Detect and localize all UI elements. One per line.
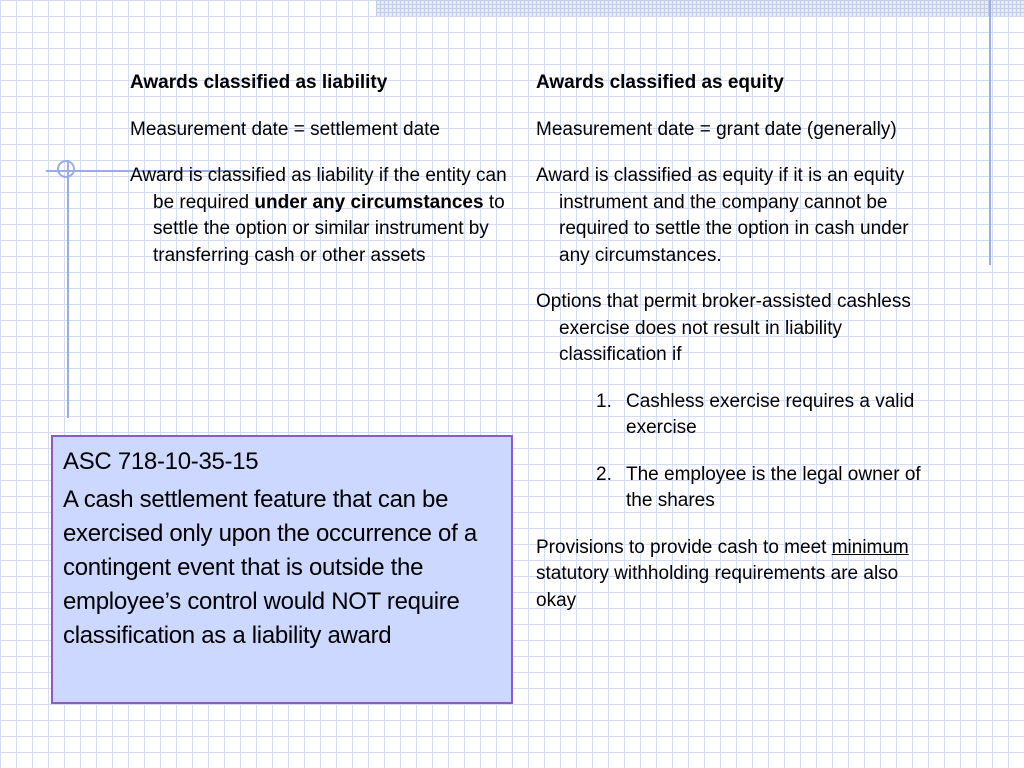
withholding-provisions-text <box>536 535 936 615</box>
liability-text-part-a: Award is classified as liability if the entity can be required <box>130 165 507 213</box>
liability-column <box>130 70 522 289</box>
cashless-exercise-text: Options that permit broker-assisted cashless exercise does not result in liability classification if <box>536 291 911 365</box>
liability-measurement-date: Measurement date = settlement date <box>130 118 440 140</box>
asc-callout-box <box>51 435 513 704</box>
liability-classification-text <box>130 163 522 269</box>
decorative-vertical-rule-left <box>67 160 69 418</box>
liability-text-part-b: to settle the option or similar instrument by transferring cash or other assets <box>153 191 505 266</box>
conditions-list <box>536 389 936 515</box>
decorative-circle-icon <box>57 160 75 178</box>
withholding-text-underlined: minimum <box>831 536 909 558</box>
decorative-top-band <box>376 0 1024 16</box>
withholding-text-part-b: statutory withholding requirements are also okay <box>536 563 899 611</box>
equity-measurement-date: Measurement date = grant date (generally) <box>536 118 897 140</box>
equity-heading: Awards classified as equity <box>536 72 784 93</box>
list-text: The employee is the legal owner of the shares <box>626 463 921 511</box>
liability-heading: Awards classified as liability <box>130 72 388 93</box>
list-number: 2. <box>596 463 612 485</box>
liability-text-emphasis: under any circumstances <box>254 191 484 213</box>
decorative-vertical-rule-right <box>989 0 991 265</box>
list-number: 1. <box>596 390 612 412</box>
asc-callout-title: ASC 718-10-35-15 <box>63 448 259 475</box>
withholding-text-part-a: Provisions to provide cash to meet <box>536 536 832 558</box>
equity-column <box>536 70 936 634</box>
list-text: Cashless exercise requires a valid exercise <box>626 390 915 438</box>
list-item <box>536 462 936 515</box>
asc-callout-body: A cash settlement feature that can be exercised only upon the occurrence of a contingent event that is outside the employee’s control would NOT require classification as a liability award <box>63 486 477 649</box>
equity-classification-text: Award is classified as equity if it is an equity instrument and the company cannot be required to settle the option in cash under any circumstances. <box>536 165 909 266</box>
list-item <box>536 389 936 442</box>
